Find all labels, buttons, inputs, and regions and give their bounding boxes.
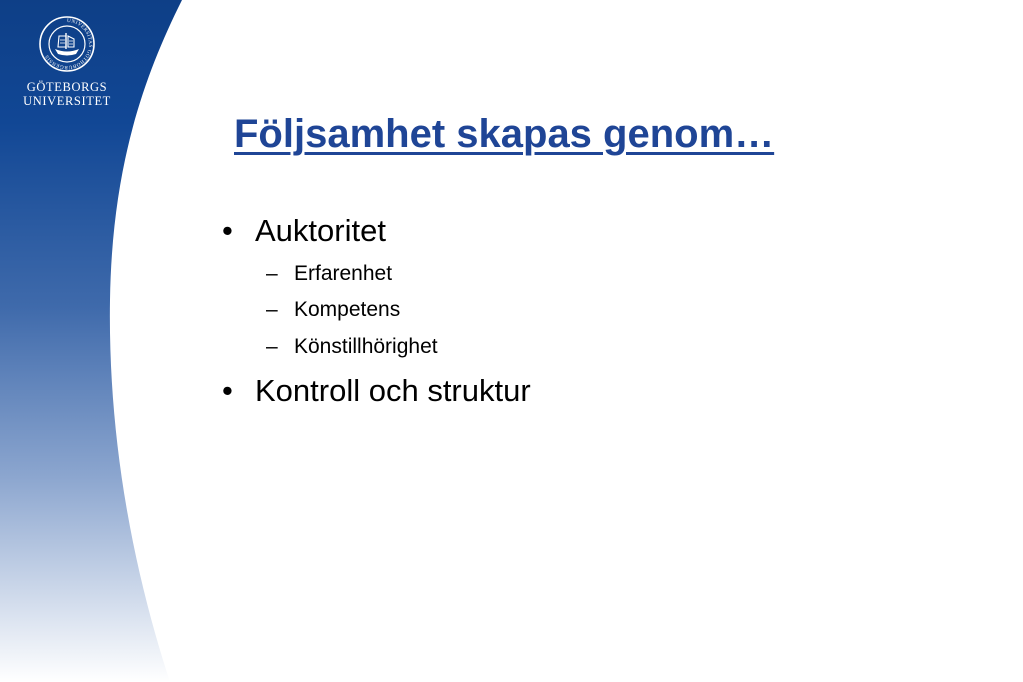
university-seal-icon (39, 16, 95, 72)
bullet-text: Auktoritet (255, 213, 386, 248)
bullet-text: Kontroll och struktur (255, 373, 531, 408)
bullet-marker: • (222, 213, 233, 248)
logo-text-line2: UNIVERSITET (23, 94, 111, 108)
sub-bullet-marker: – (266, 262, 278, 285)
sub-bullet-text: Könstillhörighet (294, 335, 438, 358)
logo-text-line1: GÖTEBORGS (26, 80, 108, 94)
slide-title: Följsamhet skapas genom… (234, 112, 775, 156)
sub-bullet-text: Erfarenhet (294, 262, 393, 285)
sub-bullet-marker: – (266, 298, 278, 321)
bullet-marker: • (222, 373, 233, 408)
seal-ring-text: UNIVERSITAS GOTHOBURGENSIS (44, 17, 94, 71)
sub-bullet-text: Kompetens (294, 298, 401, 321)
sub-bullet-marker: – (266, 335, 278, 358)
